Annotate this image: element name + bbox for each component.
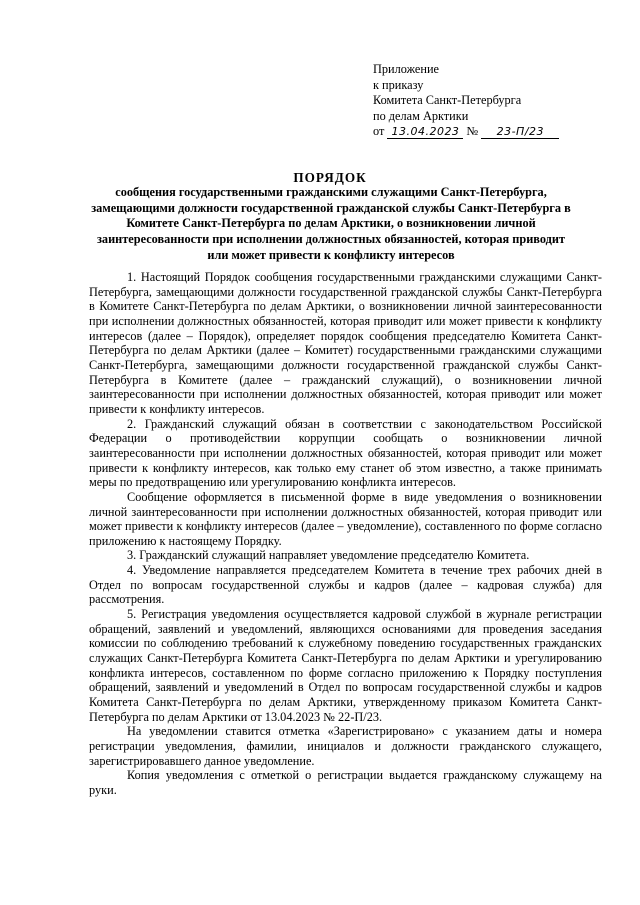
annex-from-label: от bbox=[373, 124, 385, 139]
paragraph-2: 2. Гражданский служащий обязан в соответствии с законодательством Российской Федерации о противодействии коррупции сообщать о возникновении личной заинтересованности при исполнении должностных обязанностей, которая приводит или может привести к конфликту интересов, как только ему станет об этом известно, а также принимать меры по предотвращению или урегулированию конфликта интересов. bbox=[89, 416, 602, 490]
paragraph-3: 3. Гражданский служащий направляет уведомление председателю Комитета. bbox=[127, 548, 530, 563]
annex-number-label: № bbox=[466, 124, 479, 139]
annex-line-3: Комитета Санкт-Петербурга bbox=[373, 93, 522, 108]
paragraph-1: 1. Настоящий Порядок сообщения государственными гражданскими служащими Санкт-Петербурга, замещающими должности государственной гражданской службы Санкт-Петербурга в Комитете Санкт-Петербурга по делам Арктики, о возникновении личной заинтересованности при исполнении должностных обязанностей, которая приводит или может привести к конфликту интересов (далее – Порядок), определяет порядок сообщения председателю Комитета Санкт-Петербурга по делам Арктики (далее – Комитет) государственными гражданскими служащими Санкт-Петербурга, замещающими должности государственной гражданской службы Санкт-Петербурга в Комитете (далее – гражданский служащий), о возникновении личной заинтересованности при исполнении должностных обязанностей, которая приводит или может привести к конфликту интересов. bbox=[89, 270, 602, 416]
paragraph-5: 5. Регистрация уведомления осуществляется кадровой службой в журнале регистрации обращений, заявлений и уведомлений, являющихся основаниями для проведения заседания комиссии по соблюдению требований к служебному поведению государственных гражданских служащих Санкт-Петербурга Комитета Санкт-Петербурга по делам Арктики и урегулированию конфликта интересов, составленном по форме согласно приложению к Порядку поступления обращений, заявлений и уведомлений в Отдел по вопросам государственной службы и кадров Комитета Санкт-Петербурга по делам Арктики, утвержденному приказом Комитета Санкт-Петербурга по делам Арктики от 13.04.2023 № 22-П/23. bbox=[89, 607, 602, 724]
document-subtitle: сообщения государственными гражданскими служащими Санкт-Петербурга, замещающими должности государственной гражданской службы Санкт-Петербурга в Комитете Санкт-Петербурга по делам Арктики, о возникновении личной заинтересованности при исполнении должностных обязанностей, которая приводит или может привести к конфликту интересов bbox=[91, 185, 571, 262]
paragraph-4: 4. Уведомление направляется председателем Комитета в течение трех рабочих дней в Отдел по вопросам государственной службы и кадров (далее – кадровая служба) для рассмотрения. bbox=[89, 563, 602, 607]
handwritten-date: 13.04.2023 bbox=[387, 126, 463, 139]
paragraph-5-registration-mark: На уведомлении ставится отметка «Зарегистрировано» с указанием даты и номера регистрации уведомления, фамилии, инициалов и должности гражданского служащего, зарегистрировавшего данное уведомление. bbox=[89, 724, 602, 768]
annex-header bbox=[373, 62, 613, 140]
annex-date-number-line bbox=[373, 124, 613, 140]
handwritten-number: 23-П/23 bbox=[481, 126, 559, 139]
annex-line-2: к приказу bbox=[373, 77, 424, 92]
annex-line-1: Приложение bbox=[373, 62, 439, 76]
document-body bbox=[89, 270, 602, 798]
paragraph-5-copy: Копия уведомления с отметкой о регистрации выдается гражданскому служащему на руки. bbox=[89, 768, 602, 797]
document-title: ПОРЯДОК bbox=[293, 170, 367, 185]
paragraph-2-continued: Сообщение оформляется в письменной форме в виде уведомления о возникновении личной заинтересованности при исполнении должностных обязанностей, которая приводит или может привести к конфликту интересов (далее – уведомление), составленного по форме согласно приложению к настоящему Порядку. bbox=[89, 489, 602, 548]
annex-line-4: по делам Арктики bbox=[373, 108, 469, 123]
